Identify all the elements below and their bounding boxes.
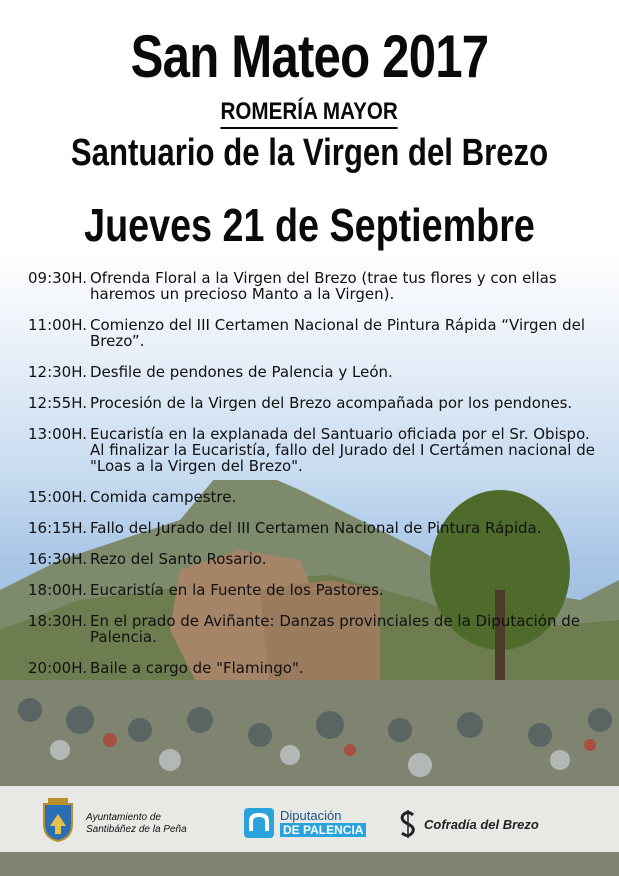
- schedule-time: 20:00H.: [28, 659, 88, 677]
- schedule-time: 15:00H.: [28, 488, 88, 506]
- event-title: San Mateo 2017: [130, 23, 489, 90]
- schedule-item: [28, 317, 598, 349]
- schedule-item: [28, 660, 598, 676]
- schedule-text: Comida campestre.: [90, 488, 237, 506]
- schedule-text: Eucaristía en la Fuente de los Pastores.: [90, 581, 384, 599]
- diputacion-logo: [244, 808, 366, 838]
- schedule-text: Rezo del Santo Rosario.: [90, 550, 267, 568]
- ayuntamiento-line1: Ayuntamiento de: [86, 812, 161, 823]
- schedule-item: [28, 426, 598, 474]
- schedule-time: 13:00H.: [28, 425, 88, 443]
- schedule-text: Desfile de pendones de Palencia y León.: [90, 363, 393, 381]
- schedule-time: 11:00H.: [28, 316, 88, 334]
- event-date: Jueves 21 de Septiembre: [84, 199, 535, 251]
- diputacion-line1: Diputación: [280, 808, 342, 823]
- schedule-time: 09:30H.: [28, 269, 88, 287]
- schedule-item: [28, 551, 598, 567]
- cofradia-icon: [398, 810, 418, 838]
- schedule-item: [28, 613, 598, 645]
- ayuntamiento-label: [86, 812, 187, 836]
- schedule-text: Fallo del Jurado del III Certamen Nacional de Pintura Rápida.: [90, 519, 542, 537]
- coat-of-arms-icon: [40, 796, 76, 842]
- schedule-text: Procesión de la Virgen del Brezo acompañada por los pendones.: [90, 394, 573, 412]
- schedule-text: Eucaristía en la explanada del Santuario oficiada por el Sr. Obispo. Al finalizar la Eucaristía, fallo del Jurado del I Certámen nacional de "Loas a la Virgen del Brezo".: [90, 425, 595, 475]
- schedule-time: 18:30H.: [28, 612, 88, 630]
- schedule-time: 16:15H.: [28, 519, 88, 537]
- schedule-time: 12:30H.: [28, 363, 88, 381]
- schedule-time: 16:30H.: [28, 550, 88, 568]
- schedule-item: [28, 364, 598, 380]
- schedule-item: [28, 582, 598, 598]
- schedule-item: [28, 395, 598, 411]
- schedule-text: Baile a cargo de "Flamingo".: [90, 659, 304, 677]
- cofradia-logo: [398, 810, 539, 838]
- schedule-item: [28, 489, 598, 505]
- schedule-time: 18:00H.: [28, 581, 88, 599]
- cofradia-label: Cofradía del Brezo: [424, 816, 539, 832]
- diputacion-icon: [244, 808, 274, 838]
- schedule-text: En el prado de Aviñante: Danzas provinciales de la Diputación de Palencia.: [90, 612, 580, 646]
- ayuntamiento-line2: Santibáñez de la Peña: [86, 824, 187, 835]
- schedule-text: Comienzo del III Certamen Nacional de Pintura Rápida “Virgen del Brezo”.: [90, 316, 585, 350]
- schedule-item: [28, 270, 598, 302]
- event-place: Santuario de la Virgen del Brezo: [70, 132, 549, 174]
- schedule-text: Ofrenda Floral a la Virgen del Brezo (trae tus flores y con ellas haremos un precioso Manto a la Virgen).: [90, 269, 557, 303]
- sponsor-footer: [0, 786, 619, 852]
- schedule-item: [28, 520, 598, 536]
- schedule-time: 12:55H.: [28, 394, 88, 412]
- schedule-list: [28, 270, 598, 691]
- diputacion-line2: DE PALENCIA: [280, 823, 366, 837]
- event-subtitle: ROMERÍA MAYOR: [0, 98, 619, 129]
